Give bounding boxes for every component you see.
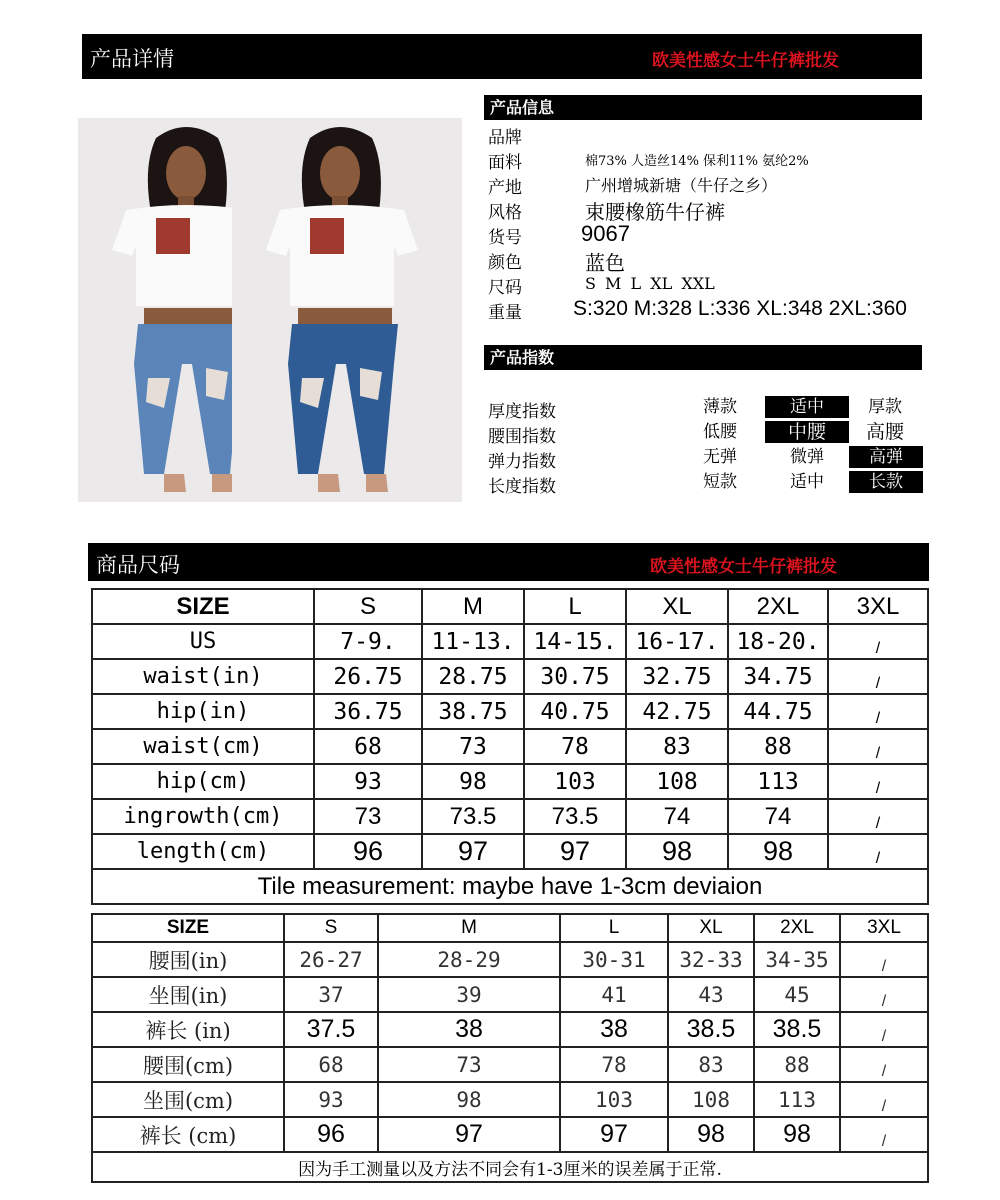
cell: 41 xyxy=(560,977,668,1012)
cell: / xyxy=(828,659,928,694)
header-xl: XL xyxy=(626,589,728,624)
row-label: 腰围(cm) xyxy=(92,1047,284,1082)
size-header-slogan: 欧美性感女士牛仔裤批发 xyxy=(650,557,837,577)
cell: 98 xyxy=(728,834,828,869)
cell: 37 xyxy=(284,977,378,1012)
size-table-chinese xyxy=(91,913,929,1183)
cell: 18-20. xyxy=(728,624,828,659)
header-xl: XL xyxy=(668,914,754,942)
cell: 38 xyxy=(560,1012,668,1047)
info-value-fabric: 棉73% 人造丝14% 保利11% 氨纶2% xyxy=(585,154,809,169)
cell: / xyxy=(828,834,928,869)
row-label: hip(cm) xyxy=(92,764,314,799)
cell: 88 xyxy=(728,729,828,764)
cell: 44.75 xyxy=(728,694,828,729)
index-label-stretch: 弹力指数 xyxy=(488,452,556,472)
info-value-origin: 广州增城新塘（牛仔之乡） xyxy=(585,176,778,195)
cell: / xyxy=(840,1082,928,1117)
cell: / xyxy=(840,1012,928,1047)
info-value-item-no: 9067 xyxy=(581,221,630,246)
cell: 97 xyxy=(524,834,626,869)
header-s: S xyxy=(314,589,422,624)
header-m: M xyxy=(422,589,524,624)
cell: 98 xyxy=(626,834,728,869)
info-label-style: 风格 xyxy=(488,203,522,223)
cell: 32.75 xyxy=(626,659,728,694)
cell: 74 xyxy=(728,799,828,834)
cell: / xyxy=(828,764,928,799)
cell: 36.75 xyxy=(314,694,422,729)
size-table-english xyxy=(91,588,929,905)
cell: 96 xyxy=(314,834,422,869)
table-row xyxy=(92,1012,928,1047)
cell: / xyxy=(828,799,928,834)
cell: 97 xyxy=(378,1117,560,1152)
table-row xyxy=(92,694,928,729)
thickness-option-thick: 厚款 xyxy=(868,397,902,417)
header-m: M xyxy=(378,914,560,942)
waist-option-low: 低腰 xyxy=(703,422,737,442)
cell: 83 xyxy=(668,1047,754,1082)
info-value-weight: S:320 M:328 L:336 XL:348 2XL:360 xyxy=(573,297,907,320)
header-3xl: 3XL xyxy=(840,914,928,942)
cell: 32-33 xyxy=(668,942,754,977)
info-label-weight: 重量 xyxy=(488,303,522,323)
cell: / xyxy=(828,624,928,659)
info-label-brand: 品牌 xyxy=(488,128,522,148)
cell: 78 xyxy=(524,729,626,764)
info-label-item-no: 货号 xyxy=(488,228,522,248)
row-label: waist(cm) xyxy=(92,729,314,764)
cell: 37.5 xyxy=(284,1012,378,1047)
cell: 98 xyxy=(754,1117,840,1152)
header-2xl: 2XL xyxy=(728,589,828,624)
info-label-size: 尺码 xyxy=(488,278,522,298)
cell: 108 xyxy=(668,1082,754,1117)
index-label-length: 长度指数 xyxy=(488,477,556,497)
size-table-header-row xyxy=(92,589,928,624)
header-s: S xyxy=(284,914,378,942)
row-label: 裤长 (in) xyxy=(92,1012,284,1047)
info-label-origin: 产地 xyxy=(488,178,522,198)
row-label: US xyxy=(92,624,314,659)
cell: 93 xyxy=(314,764,422,799)
header-size: SIZE xyxy=(92,589,314,624)
header-3xl: 3XL xyxy=(828,589,928,624)
header-2xl: 2XL xyxy=(754,914,840,942)
cell: 88 xyxy=(754,1047,840,1082)
cell: 73 xyxy=(422,729,524,764)
cell: 30.75 xyxy=(524,659,626,694)
cell: 98 xyxy=(378,1082,560,1117)
header-l: L xyxy=(560,914,668,942)
stretch-option-none: 无弹 xyxy=(703,447,737,467)
row-label: 裤长 (cm) xyxy=(92,1117,284,1152)
cell: 30-31 xyxy=(560,942,668,977)
header-size: SIZE xyxy=(92,914,284,942)
info-value-size: S M L XL XXL xyxy=(585,274,715,293)
detail-title: 产品详情 xyxy=(90,47,174,71)
cell: 96 xyxy=(284,1117,378,1152)
cell: 73 xyxy=(378,1047,560,1082)
cell: 43 xyxy=(668,977,754,1012)
measurement-note: Tile measurement: maybe have 1-3cm deviaion xyxy=(92,869,928,904)
table-row xyxy=(92,659,928,694)
cell: 38.5 xyxy=(754,1012,840,1047)
table-row xyxy=(92,764,928,799)
info-label-fabric: 面料 xyxy=(488,153,522,173)
cell: 38.5 xyxy=(668,1012,754,1047)
cell: 97 xyxy=(422,834,524,869)
product-photo-side xyxy=(232,118,462,502)
info-value-color: 蓝色 xyxy=(585,253,625,275)
cell: 68 xyxy=(284,1047,378,1082)
cell: 108 xyxy=(626,764,728,799)
cell: 26.75 xyxy=(314,659,422,694)
size-title: 商品尺码 xyxy=(96,553,180,577)
table-row xyxy=(92,942,928,977)
cell: / xyxy=(840,1117,928,1152)
index-label-thickness: 厚度指数 xyxy=(488,402,556,422)
cell: 38 xyxy=(378,1012,560,1047)
length-option-medium: 适中 xyxy=(790,472,824,492)
measurement-note-cn: 因为手工测量以及方法不同会有1-3厘米的误差属于正常. xyxy=(92,1152,928,1182)
cell: 34-35 xyxy=(754,942,840,977)
stretch-option-high: 高弹 xyxy=(849,446,923,468)
table-row xyxy=(92,1117,928,1152)
row-label: 腰围(in) xyxy=(92,942,284,977)
cell: 103 xyxy=(524,764,626,799)
cell: 16-17. xyxy=(626,624,728,659)
cell: 42.75 xyxy=(626,694,728,729)
row-label: 坐围(in) xyxy=(92,977,284,1012)
size-header-bar xyxy=(88,543,929,581)
table-note-row xyxy=(92,869,928,904)
row-label: hip(in) xyxy=(92,694,314,729)
cell: 97 xyxy=(560,1117,668,1152)
product-info-title: 产品信息 xyxy=(484,95,922,120)
row-label: length(cm) xyxy=(92,834,314,869)
thickness-option-thin: 薄款 xyxy=(703,397,737,417)
cell: 14-15. xyxy=(524,624,626,659)
product-index-title: 产品指数 xyxy=(484,345,922,370)
cell: 28-29 xyxy=(378,942,560,977)
cell: 45 xyxy=(754,977,840,1012)
detail-header-bar xyxy=(82,34,922,79)
length-option-long: 长款 xyxy=(849,471,923,493)
cell: 11-13. xyxy=(422,624,524,659)
cell: 28.75 xyxy=(422,659,524,694)
index-label-waist: 腰围指数 xyxy=(488,427,556,447)
cell: 113 xyxy=(754,1082,840,1117)
table-row xyxy=(92,1047,928,1082)
cell: 38.75 xyxy=(422,694,524,729)
cell: 73 xyxy=(314,799,422,834)
thickness-option-medium: 适中 xyxy=(765,396,849,418)
cell: 98 xyxy=(422,764,524,799)
cell: 7-9. xyxy=(314,624,422,659)
info-value-style: 束腰橡筋牛仔裤 xyxy=(585,202,725,224)
stretch-option-slight: 微弹 xyxy=(790,447,824,467)
cell: / xyxy=(828,694,928,729)
cell: / xyxy=(840,1047,928,1082)
cell: / xyxy=(840,977,928,1012)
waist-option-mid: 中腰 xyxy=(765,421,849,443)
cell: 98 xyxy=(668,1117,754,1152)
cell: 83 xyxy=(626,729,728,764)
info-label-color: 颜色 xyxy=(488,253,522,273)
cell: / xyxy=(828,729,928,764)
cell: 103 xyxy=(560,1082,668,1117)
table-row xyxy=(92,799,928,834)
row-label: 坐围(cm) xyxy=(92,1082,284,1117)
table-note-row xyxy=(92,1152,928,1182)
table-row xyxy=(92,729,928,764)
cell: 26-27 xyxy=(284,942,378,977)
cell: 34.75 xyxy=(728,659,828,694)
cell: 40.75 xyxy=(524,694,626,729)
cell: / xyxy=(840,942,928,977)
length-option-short: 短款 xyxy=(703,472,737,492)
table-row xyxy=(92,1082,928,1117)
row-label: waist(in) xyxy=(92,659,314,694)
waist-option-high: 高腰 xyxy=(865,421,904,443)
cell: 113 xyxy=(728,764,828,799)
cell: 68 xyxy=(314,729,422,764)
table-row xyxy=(92,977,928,1012)
table-row xyxy=(92,834,928,869)
detail-header-slogan: 欧美性感女士牛仔裤批发 xyxy=(652,51,839,71)
model-figure-icon xyxy=(232,118,462,502)
header-l: L xyxy=(524,589,626,624)
size-table-header-row xyxy=(92,914,928,942)
table-row xyxy=(92,624,928,659)
cell: 39 xyxy=(378,977,560,1012)
cell: 74 xyxy=(626,799,728,834)
row-label: ingrowth(cm) xyxy=(92,799,314,834)
cell: 73.5 xyxy=(422,799,524,834)
cell: 78 xyxy=(560,1047,668,1082)
cell: 73.5 xyxy=(524,799,626,834)
cell: 93 xyxy=(284,1082,378,1117)
